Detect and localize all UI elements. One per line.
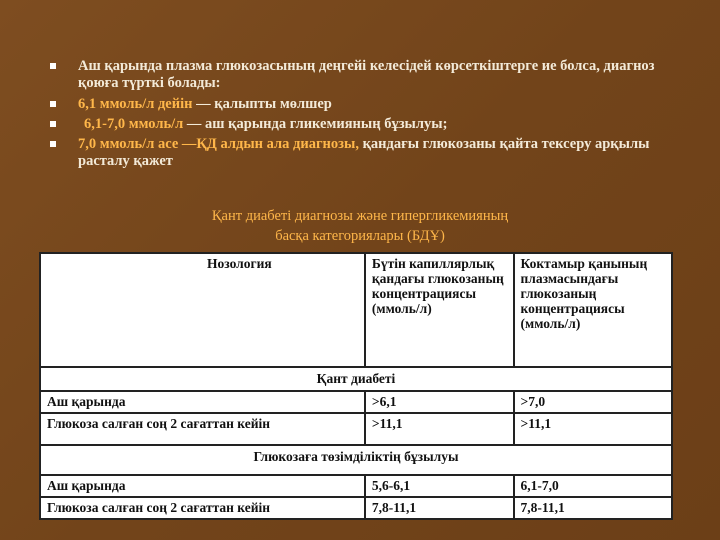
table-cell: 6,1-7,0	[514, 475, 673, 497]
bullet-text: — аш қарында гликемияның бұзылуы;	[186, 116, 448, 132]
bullet-highlight: 6,1 ммоль/л дейін	[78, 96, 193, 112]
table-row	[40, 391, 672, 413]
table-cell: >11,1	[514, 413, 673, 445]
table-cell: >7,0	[514, 391, 673, 413]
header-cell: Бүтін капиллярлық қандағы глюкозаның концентрациясы (ммоль/л)	[365, 253, 514, 367]
bullet-highlight: 7,0 ммоль/л асе —ҚД алдын ала диагнозы,	[78, 136, 359, 152]
square-bullet-icon	[50, 63, 56, 69]
bullet-text: қандағы глюкозаны қайта тексеру арқылы расталу қажет	[78, 136, 650, 169]
table-cell: 5,6-6,1	[365, 475, 514, 497]
table-header-row	[40, 253, 672, 367]
table-cell: 7,8-11,1	[514, 497, 673, 519]
bullet-item	[50, 116, 670, 133]
table-cell: Глюкоза салған соң 2 сағаттан кейін	[40, 497, 365, 519]
table-row	[40, 497, 672, 519]
table-row	[40, 413, 672, 445]
bullet-list	[50, 58, 670, 170]
section-title: Қант диабеті	[40, 367, 672, 391]
table-cell: Аш қарында	[40, 475, 365, 497]
bullet-highlight: 6,1-7,0 ммоль/л	[84, 116, 184, 132]
bullet-item	[50, 96, 670, 113]
section-row	[40, 367, 672, 391]
section-row	[40, 445, 672, 475]
table-cell: >6,1	[365, 391, 514, 413]
caption-line: Қант диабеті диагнозы және гипергликемияның	[211, 208, 509, 224]
bullet-text: — қалыпты мөлшер	[196, 96, 332, 112]
table-row	[40, 475, 672, 497]
bullet-item	[50, 136, 670, 170]
table-cell: Аш қарында	[40, 391, 365, 413]
table-cell: >11,1	[365, 413, 514, 445]
header-cell: Нозология	[40, 253, 365, 367]
square-bullet-icon	[50, 101, 56, 107]
caption-line: басқа категориялары (БДҰ)	[275, 228, 445, 244]
bullet-item	[50, 58, 670, 92]
section-title: Глюкозаға төзімділіктің бұзылуы	[40, 445, 672, 475]
diagnosis-table	[39, 252, 673, 520]
table-cell: 7,8-11,1	[365, 497, 514, 519]
square-bullet-icon	[50, 141, 56, 147]
bullet-text: Аш қарында плазма глюкозасының деңгейі келесідей көрсеткіштерге ие болса, диагноз қоюға түрткі болады:	[78, 58, 655, 91]
square-bullet-icon	[50, 121, 56, 127]
table-cell: Глюкоза салған соң 2 сағаттан кейін	[40, 413, 365, 445]
table-caption	[180, 206, 540, 246]
header-cell: Коктамыр қанының плазмасындағы глюкозаның концентрациясы (ммоль/л)	[514, 253, 673, 367]
